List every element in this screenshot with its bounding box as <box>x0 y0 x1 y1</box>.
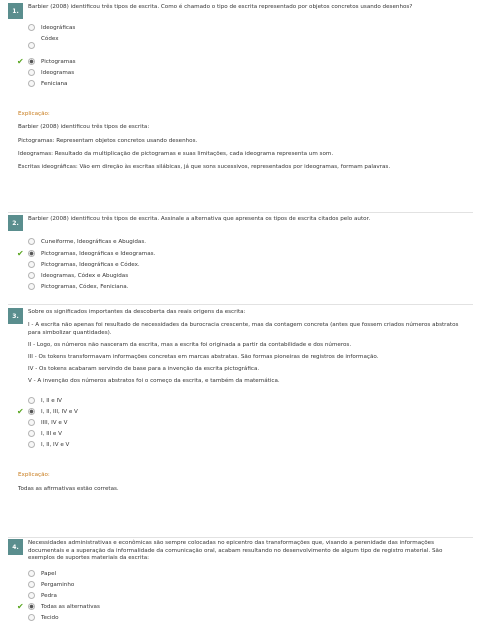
statement: II - Logo, os números não nasceram da escrita, mas a escrita foi originada a partir da contabilidade e dos números. <box>28 342 352 348</box>
option[interactable] <box>28 260 140 269</box>
option[interactable] <box>28 591 57 600</box>
question-stem: Barbier (2008) identificou três tipos de escrita. Assinale a alternativa que apresenta os tipos de escrita citados pelo autor. <box>28 216 371 222</box>
radio-button[interactable] <box>28 42 35 49</box>
radio-button-selected[interactable] <box>28 58 35 65</box>
question-number: 3. <box>8 308 23 324</box>
explanation-line: Barbier (2008) identificou três tipos de escrita: <box>18 124 150 130</box>
explanation-line: Pictogramas: Representam objetos concretos usando desenhos. <box>18 138 198 144</box>
radio-button[interactable] <box>28 24 35 31</box>
option-label: I, III e V <box>41 430 62 437</box>
option-label: IIII, IV e V <box>41 419 68 426</box>
radio-button[interactable] <box>28 69 35 76</box>
option[interactable] <box>28 237 146 246</box>
option-label: Pictogramas, Códex, Feniciana. <box>41 283 129 290</box>
radio-button[interactable] <box>28 441 35 448</box>
option-label: Pictogramas, Ideográficas e Códex. <box>41 261 140 268</box>
radio-button-selected[interactable] <box>28 603 35 610</box>
radio-button[interactable] <box>28 570 35 577</box>
option[interactable] <box>28 249 155 258</box>
option-label: Feniciana <box>41 80 68 87</box>
option[interactable] <box>28 569 56 578</box>
question-number: 2. <box>8 215 23 231</box>
option[interactable] <box>28 23 75 32</box>
question-4 <box>8 537 473 635</box>
option-label: I, II e IV <box>41 397 62 404</box>
explanation-line: Todas as afirmativas estão corretas. <box>18 486 119 492</box>
option-label: Pedra <box>41 592 57 599</box>
option[interactable] <box>28 429 62 438</box>
option-label: Todas as alternativas <box>41 603 100 610</box>
question-3 <box>8 304 473 504</box>
correct-check-icon: ✔ <box>17 57 24 66</box>
option[interactable] <box>28 580 74 589</box>
explanation-line: Escritas ideográficas: Vão em direção às escritas silábicas, já que sons sucessivos, representados por ideogramas, formam palavras. <box>18 164 391 170</box>
statement: III - Os tokens transformavam informações concretas em marcas abstratas. São formas pioneiras de registros de informação. <box>28 354 379 360</box>
option[interactable] <box>28 282 128 291</box>
option-label: Cuneiforme, Ideográficas e Abugidas. <box>41 238 147 245</box>
explanation-label: Explicação: <box>18 111 50 117</box>
question-number: 4. <box>8 539 23 555</box>
option-label: Papel <box>41 570 57 577</box>
correct-check-icon: ✔ <box>17 602 24 611</box>
radio-button[interactable] <box>28 261 35 268</box>
question-stem: Barbier (2008) identificou três tipos de escrita. Como é chamado o tipo de escrita representado por objetos concretos usando desenhos? <box>28 4 413 10</box>
option[interactable] <box>28 57 76 66</box>
statement: I - A escrita não apenas foi resultado de necessidades da burocracia crescente, mas da contagem concreta (antes que fossem criados números abstratos para simbolizar quantidades). <box>28 322 459 336</box>
option-label: Ideogramas, Códex e Abugidas <box>41 272 129 279</box>
radio-button[interactable] <box>28 397 35 404</box>
question-number: 1. <box>8 3 23 19</box>
option-label: I, II, IV e V <box>41 441 70 448</box>
option[interactable] <box>28 396 62 405</box>
option[interactable] <box>28 41 41 50</box>
radio-button[interactable] <box>28 581 35 588</box>
statement: IV - Os tokens acabaram servindo de base para a invenção da escrita pictográfica. <box>28 366 260 372</box>
radio-button-selected[interactable] <box>28 250 35 257</box>
option[interactable] <box>28 418 67 427</box>
option-label: Pictogramas, Ideográficas e Ideogramas. <box>41 250 156 257</box>
radio-button-selected[interactable] <box>28 408 35 415</box>
option-label: Ideográficas <box>41 24 76 31</box>
option[interactable] <box>28 440 69 449</box>
question-1 <box>8 0 473 200</box>
option-label: Pergaminho <box>41 581 75 588</box>
option-label: Códex <box>41 35 59 42</box>
question-stem: Necessidades administrativas e econômicas são sempre colocadas no epicentro das transformações que, visando a perenidade das informações documentais e a superação da informalidade da comunicação oral, acabam resultando no desenvolvimento de algum tipo de registro material. São exemplos de suportes materiais da escrita: <box>28 540 443 561</box>
radio-button[interactable] <box>28 272 35 279</box>
radio-button[interactable] <box>28 614 35 621</box>
option[interactable] <box>28 613 59 622</box>
explanation-label: Explicação: <box>18 472 50 478</box>
option[interactable] <box>28 68 74 77</box>
option[interactable] <box>28 602 100 611</box>
radio-button[interactable] <box>28 430 35 437</box>
statement: V - A invenção dos números abstratos foi o começo da escrita, e também da matemática. <box>28 378 280 384</box>
radio-button[interactable] <box>28 283 35 290</box>
radio-button[interactable] <box>28 238 35 245</box>
option[interactable] <box>28 407 78 416</box>
option-label: Tecido <box>41 614 59 621</box>
question-2 <box>8 212 473 297</box>
question-stem: Sobre os significados importantes da descoberta das reais origens da escrita: <box>28 309 246 315</box>
radio-button[interactable] <box>28 80 35 87</box>
option-label: Ideogramas <box>41 69 75 76</box>
correct-check-icon: ✔ <box>17 249 24 258</box>
explanation-line: Ideogramas: Resultado da multiplicação de pictogramas e suas limitações, cada ideograma representa um som. <box>18 151 334 157</box>
radio-button[interactable] <box>28 419 35 426</box>
option[interactable] <box>28 79 67 88</box>
correct-check-icon: ✔ <box>17 407 24 416</box>
option-label: I, II, III, IV e V <box>41 408 78 415</box>
radio-button[interactable] <box>28 592 35 599</box>
option[interactable] <box>28 271 128 280</box>
option-label: Pictogramas <box>41 58 76 65</box>
